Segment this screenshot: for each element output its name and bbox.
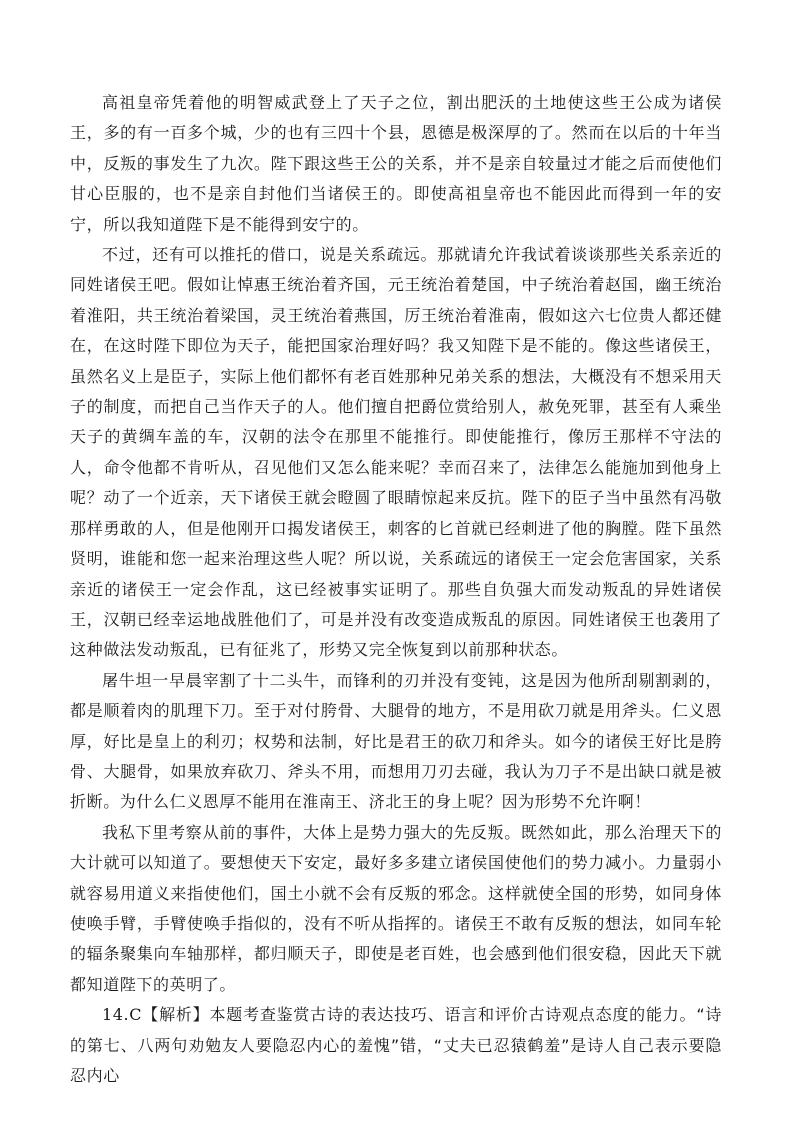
paragraph-4: 我私下里考察从前的事件，大体上是势力强大的先反叛。既然如此，那么治理天下的大计就可以知道了。要想使天下安定，最好多多建立诸侯国使他们的势力减小。力量弱小就容易用道义来指使他们，国土小就不会有反叛的邪念。这样就使全国的形势，如同身体使唤手臂，手臂使唤手指似的，没有不听从指挥的。诸侯王不敢有反叛的想法，如同车轮的辐条聚集向车轴那样，都归顺天子，即使是老百姓，也会感到他们很安稳，因此天下就都知道陛下的英明了。 [70, 822, 722, 994]
analysis-text: 本题考查鉴赏古诗的表达技巧、语言和评价古诗观点态度的能力。“诗的第七、八两句劝勉友人要隐忍内心的羞愧”错，“丈夫已忍猿鹤羞”是诗人自己表示要隐忍内心 [70, 1005, 723, 1085]
analysis-tag: 【解析】 [142, 1005, 210, 1025]
document-page [70, 88, 722, 1091]
paragraph-3: 屠牛坦一早晨宰割了十二头牛，而锋利的刃并没有变钝，这是因为他所刮剔割剥的，都是顺着肉的肌理下刀。至于对付胯骨、大腿骨的地方，不是用砍刀就是用斧头。仁义恩厚，好比是皇上的利刃；权势和法制，好比是君王的砍刀和斧头。如今的诸侯王好比是胯骨、大腿骨，如果放弃砍刀、斧头不用，而想用刀刃去碰，我认为刀子不是出缺口就是被折断。为什么仁义恩厚不能用在淮南王、济北王的身上呢？因为形势不允许啊！ [70, 670, 722, 812]
answer-analysis [70, 1000, 722, 1091]
answer-number: 14.C [102, 1005, 143, 1025]
paragraph-1: 高祖皇帝凭着他的明智威武登上了天子之位，割出肥沃的土地使这些王公成为诸侯王，多的有一百多个城，少的也有三四十个县，恩德是极深厚的了。然而在以后的十年当中，反叛的事发生了九次。陛下跟这些王公的关系，并不是亲自较量过才能之后而使他们甘心臣服的，也不是亲自封他们当诸侯王的。即使高祖皇帝也不能因此而得到一年的安宁，所以我知道陛下是不能得到安宁的。 [70, 93, 722, 234]
paragraph-2: 不过，还有可以推托的借口，说是关系疏远。那就请允许我试着谈谈那些关系亲近的同姓诸侯王吧。假如让悼惠王统治着齐国，元王统治着楚国，中子统治着赵国，幽王统治着淮阳，共王统治着梁国，灵王统治着燕国，厉王统治着淮南，假如这六七位贵人都还健在，在这时陛下即位为天子，能把国家治理好吗？我又知陛下是不能的。像这些诸侯王，虽然名义上是臣子，实际上他们都怀有老百姓那种兄弟关系的想法，大概没有不想采用天子的制度，而把自己当作天子的人。他们擅自把爵位赏给别人，赦免死罪，甚至有人乘坐天子的黄绸车盖的车，汉朝的法令在那里不能推行。即使能推行，像厉王那样不守法的人，命令他都不肯听从，召见他们又怎么能来呢？幸而召来了，法律怎么能施加到他身上呢？动了一个近亲，天下诸侯王就会瞪圆了眼睛惊起来反抗。陛下的臣子当中虽然有冯敬那样勇敢的人，但是他刚开口揭发诸侯王，刺客的匕首就已经刺进了他的胸膛。陛下虽然贤明，谁能和您一起来治理这些人呢？所以说，关系疏远的诸侯王一定会危害国家，关系亲近的诸侯王一定会作乱，这已经被事实证明了。那些自负强大而发动叛乱的异姓诸侯王，汉朝已经幸运地战胜他们了，可是并没有改变造成叛乱的原因。同姓诸侯王也袭用了这种做法发动叛乱，已有征兆了，形势又完全恢复到以前那种状态。 [70, 245, 722, 660]
